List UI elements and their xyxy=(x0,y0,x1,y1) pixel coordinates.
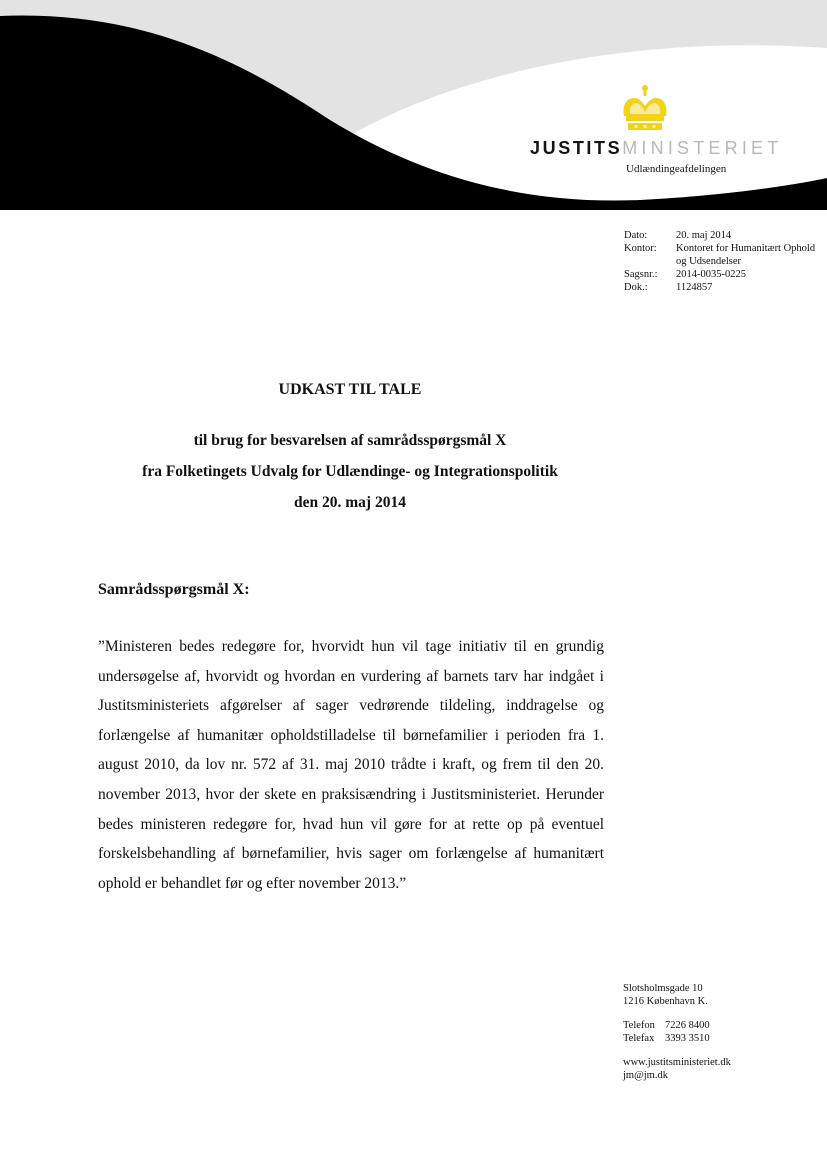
meta-row-date xyxy=(624,229,826,242)
meta-row-document-number xyxy=(624,281,826,294)
meta-label: Sagsnr.: xyxy=(624,269,658,280)
fax-number: 3393 3510 xyxy=(665,1032,710,1044)
meta-label: Dato: xyxy=(624,230,648,241)
email-link[interactable]: jm@jm.dk xyxy=(623,1069,668,1081)
fax-label: Telefax xyxy=(623,1032,655,1044)
meta-value: 20. maj 2014 xyxy=(676,230,732,241)
meta-label: Dok.: xyxy=(624,282,648,293)
street: Slotsholmsgade 10 xyxy=(623,983,703,994)
phone-label: Telefon xyxy=(623,1020,655,1031)
phone-block xyxy=(623,1020,731,1045)
document-metadata xyxy=(624,229,826,294)
phone-row xyxy=(623,1020,731,1033)
question-heading: Samrådsspørgsmål X: xyxy=(98,581,250,598)
online-contact xyxy=(623,1057,731,1082)
subtitle-line: den 20. maj 2014 xyxy=(294,494,406,511)
phone-number: 7226 8400 xyxy=(665,1020,710,1031)
department-name: Udlændingeafdelingen xyxy=(626,163,727,175)
city: 1216 København K. xyxy=(623,995,708,1007)
postal-address xyxy=(623,983,731,1008)
meta-row-case-number xyxy=(624,268,826,281)
crown-logo-icon xyxy=(618,84,672,132)
meta-value: 2014-0035-0225 xyxy=(676,269,746,280)
logo-primary-text: JUSTITS xyxy=(530,138,623,158)
meta-label: Kontor: xyxy=(624,243,657,254)
header-wave-graphic xyxy=(0,0,827,210)
question-body: ”Ministeren bedes redegøre for, hvorvidt hun vil tage initiativ til en grundig undersøgelse af, hvorvidt og hvordan en vurdering af barnets tarv har indgået i Justitsministeriets afgørelser af sager vedrørende tildeling, inddragelse og forlængelse af humanitær opholdstilladelse til børnefamilier i perioden fra 1. august 2010, da lov nr. 572 af 31. maj 2010 trådte i kraft, og frem til den 20. november 2013, hvor der skete en praksisændring i Justitsministeriet. Herunder bedes ministeren redegøre for, hvad hun vil gøre for at rette op på eventuel forskelsbehandling af børnefamilier, hvis sager om forlængelse af humanitært ophold er behandlet før og efter november 2013.” xyxy=(98,638,604,892)
document-title: UDKAST TIL TALE xyxy=(278,381,422,398)
meta-row-office xyxy=(624,242,826,268)
meta-value: Kontoret for Humanitært Ophold og Udsendelser xyxy=(676,243,816,267)
ministry-address xyxy=(623,983,731,1094)
ministry-logo-wordmark xyxy=(530,138,782,159)
logo-secondary-text: MINISTERIET xyxy=(622,138,783,158)
document-subtitle xyxy=(0,425,700,518)
subtitle-line: fra Folketingets Udvalg for Udlændinge- og Integrationspolitik xyxy=(142,463,558,480)
meta-value: 1124857 xyxy=(676,282,713,293)
website-link[interactable]: www.justitsministeriet.dk xyxy=(623,1057,731,1068)
fax-row xyxy=(623,1033,731,1046)
subtitle-line: til brug for besvarelsen af samrådsspørgsmål X xyxy=(193,432,507,449)
